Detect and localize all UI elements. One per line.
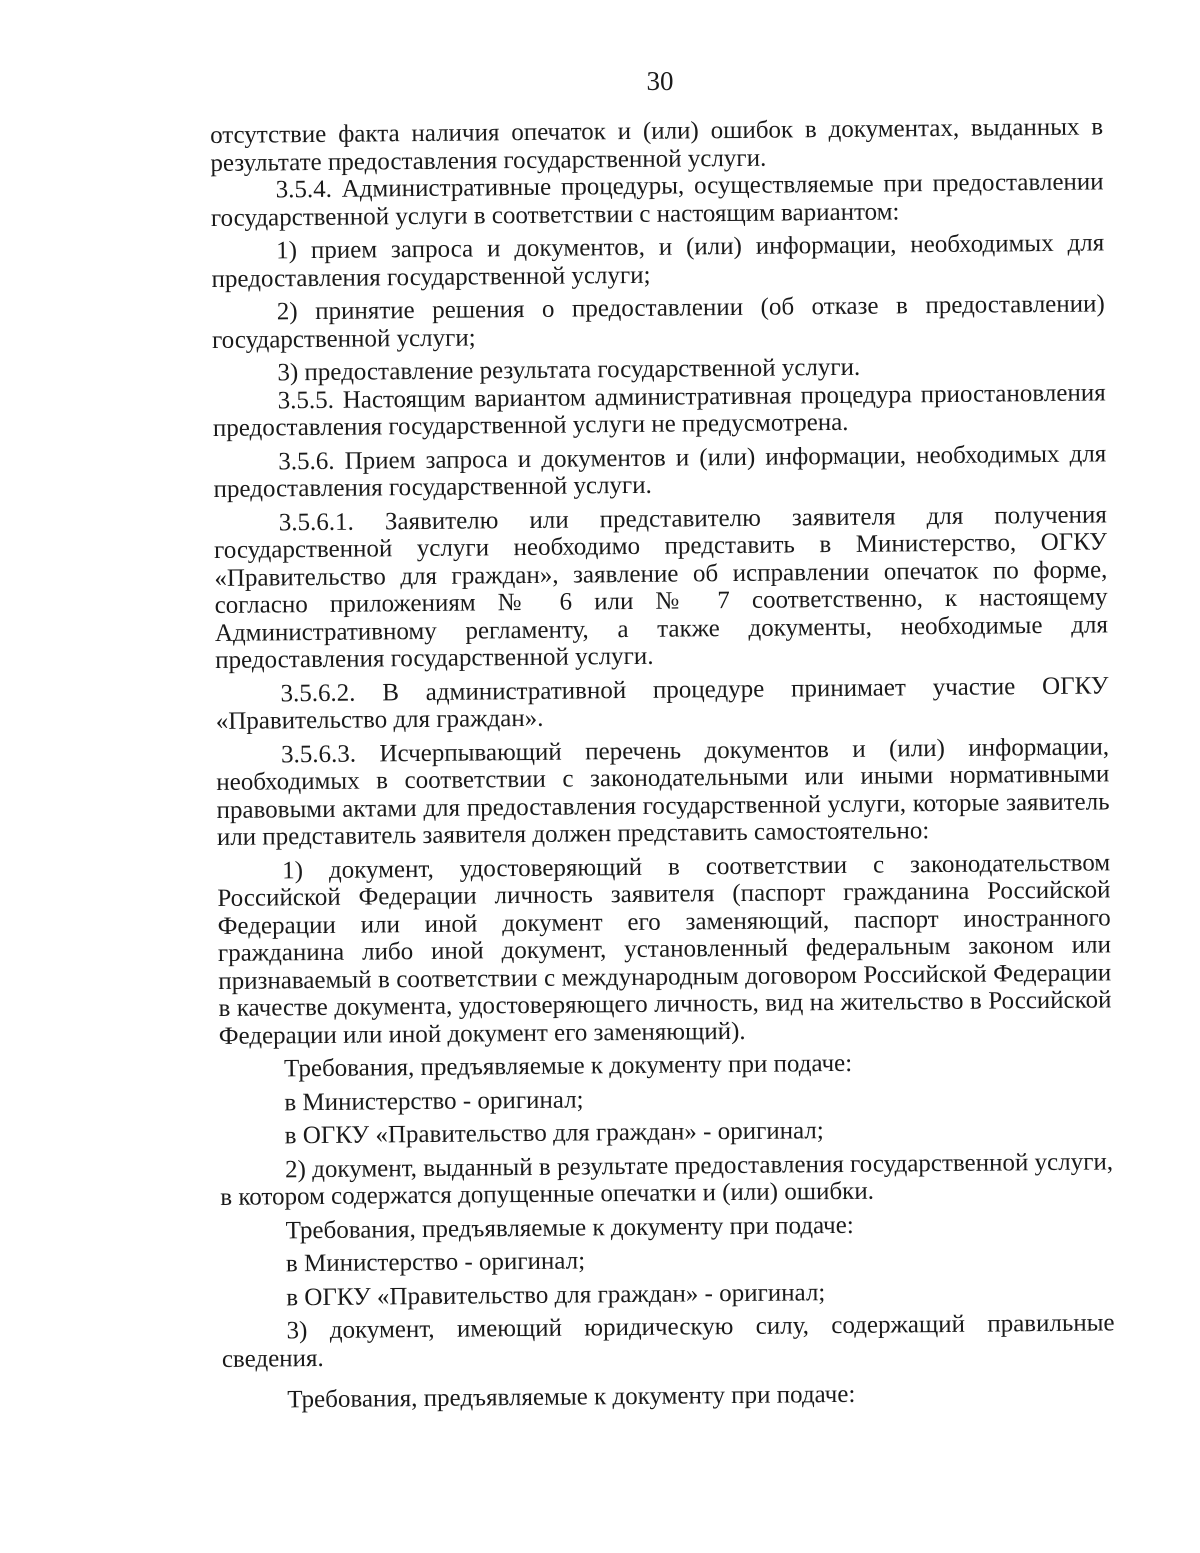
paragraph-3-5-4: 3.5.4. Административные процедуры, осуществляемые при предоставлении государственной услуги в соответствии с настоящим вариантом: [210,168,1104,232]
document-item-2: 2) документ, выданный в результате предоставления государственной услуги, в котором содержатся допущенные опечатки и (или) ошибки. [220,1147,1114,1211]
document-item-3: 3) документ, имеющий юридическую силу, содержащий правильные сведения. [221,1309,1115,1373]
requirements-heading: Требования, предъявляемые к документу при подаче: [283,1049,853,1083]
requirement-ministry: в Министерство - оригинал; [284,1085,584,1116]
document-item-1: 1) документ, удостоверяющий в соответствии с законодательством Российской Федерации личность заявителя (паспорт гражданина Российской Федерации или иной документ его заменяющий, паспорт иностранного гражданина либо иной документ, установленный федеральным законом или признаваемый в соответствии с международным договором Российской Федерации в качестве документа, удостоверяющего личность, вид на жительство в Российской Федерации или иной документ его заменяющий). [217,848,1112,1050]
requirement-ogku: в ОГКУ «Правительство для граждан» - оригинал; [284,1117,824,1150]
requirements-heading: Требования, предъявляемые к документу при подаче: [285,1211,854,1244]
document-body [210,113,1115,1414]
list-item-1: 1) прием запроса и документов, и (или) информации, необходимых для предоставления государственной услуги; [211,229,1105,293]
requirement-ministry: в Министерство - оригинал; [285,1247,586,1278]
requirement-ogku: в ОГКУ «Правительство для граждан» - оригинал; [286,1278,826,1311]
paragraph-3-5-6-1: 3.5.6.1. Заявителю или представителю заявителя для получения государственной услуги необходимо представить в Министерство, ОГКУ «Правительство для граждан», заявление об исправлении опечаток по форме, согласно приложениям № 6 или № 7 соответственно, к настоящему Административному регламенту, а также документы, необходимые для предоставления государственной услуги. [213,500,1108,674]
paragraph-3-5-6: 3.5.6. Прием запроса и документов и (или) информации, необходимых для предоставления государственной услуги. [213,439,1107,503]
page-number: 30 [646,66,674,96]
paragraph-3-5-6-2: 3.5.6.2. В административной процедуре принимает участие ОГКУ «Правительство для граждан». [215,671,1109,735]
paragraph: отсутствие факта наличия опечаток и (или) ошибок в документах, выданных в результате предоставления государственной услуги. [210,113,1104,177]
list-item-3: 3) предоставление результата государственной услуги. [277,353,861,387]
paragraph-3-5-6-3: 3.5.6.3. Исчерпывающий перечень документов и (или) информации, необходимых в соответствии с законодательными или иными нормативными правовыми актами для предоставления государственной услуги, которые заявитель или представитель заявителя должен представить самостоятельно: [216,732,1110,851]
paragraph-3-5-5: 3.5.5. Настоящим вариантом административная процедура приостановления предоставления государственной услуги не предусмотрена. [212,378,1106,442]
requirements-heading: Требования, предъявляемые к документу при подаче: [287,1380,856,1414]
list-item-2: 2) принятие решения о предоставлении (об отказе в предоставлении) государственной услуги; [211,290,1105,354]
